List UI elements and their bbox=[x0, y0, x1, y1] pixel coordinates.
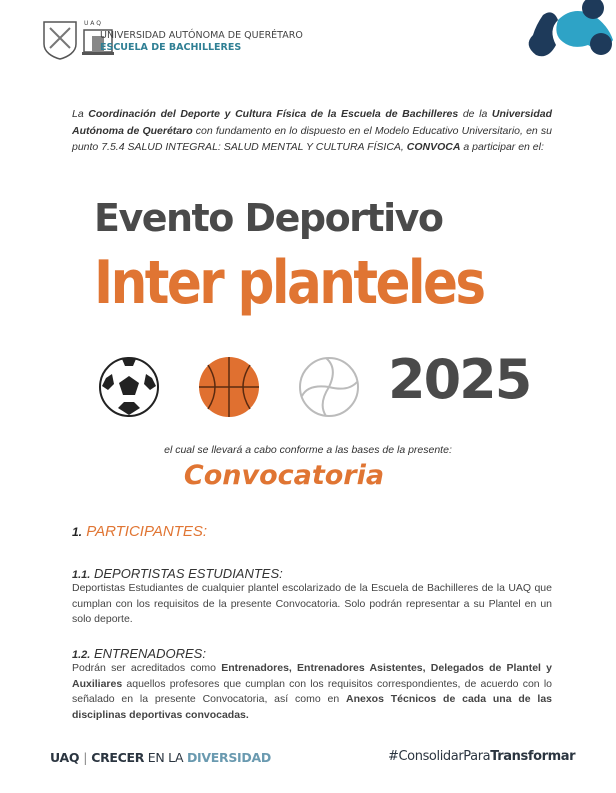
section-1-2-heading: 1.2. ENTRENADORES: bbox=[72, 646, 206, 661]
section-1-2-body: Podrán ser acreditados como Entrenadores, Entrenadores Asistentes, Delegados de Plantel y Auxiliares aquellos profesores que cumplan con los requisitos correspondientes, de acuerdo con lo señalado en la presente Convocatoria, así como en Anexos Técnicos de cada una de las disciplinas deportivas convocadas. bbox=[72, 662, 553, 721]
seal-text: U A Q bbox=[84, 20, 102, 27]
institution-header bbox=[100, 30, 303, 54]
basketball-icon bbox=[198, 356, 260, 418]
convocatoria-heading: Convocatoria bbox=[183, 460, 385, 491]
footer-hashtag: #ConsolidarParaTransformar bbox=[388, 749, 576, 764]
title-line-2: Inter planteles bbox=[94, 248, 484, 318]
uaq-shield-logo bbox=[42, 20, 78, 60]
volleyball-icon bbox=[298, 356, 360, 418]
section-1-1-heading: 1.1. DEPORTISTAS ESTUDIANTES: bbox=[72, 566, 283, 581]
intro-paragraph: La Coordinación del Deporte y Cultura Física de la Escuela de Bachilleres de la Universidad Autónoma de Querétaro con fundamento en lo dispuesto en el Modelo Educativo Universitario, en su punto 7.5.4 SALUD INTEGRAL: SALUD MENTAL Y CULTURA FÍSICA, CONVOCA a participar en el: bbox=[72, 108, 552, 153]
molecule-logo bbox=[518, 0, 616, 62]
school-name: ESCUELA DE BACHILLERES bbox=[100, 42, 242, 53]
section-1-1-body: Deportistas Estudiantes de cualquier plantel escolarizado de la Escuela de Bachilleres de la UAQ que cumplan con los requisitos de la presente Convocatoria. Solo podrán representar a su Plantel en un solo deporte. bbox=[72, 582, 552, 625]
event-year: 2025 bbox=[388, 348, 531, 411]
subtitle: el cual se llevará a cabo conforme a las bases de la presente: bbox=[164, 444, 452, 456]
soccer-ball-icon bbox=[98, 356, 160, 418]
university-name: UNIVERSIDAD AUTÓNOMA DE QUERÉTARO bbox=[100, 30, 303, 41]
footer-slogan: UAQ | CRECER EN LA DIVERSIDAD bbox=[50, 750, 271, 765]
title-line-1: Evento Deportivo bbox=[94, 196, 443, 240]
section-1-heading: 1. PARTICIPANTES: bbox=[72, 523, 208, 540]
